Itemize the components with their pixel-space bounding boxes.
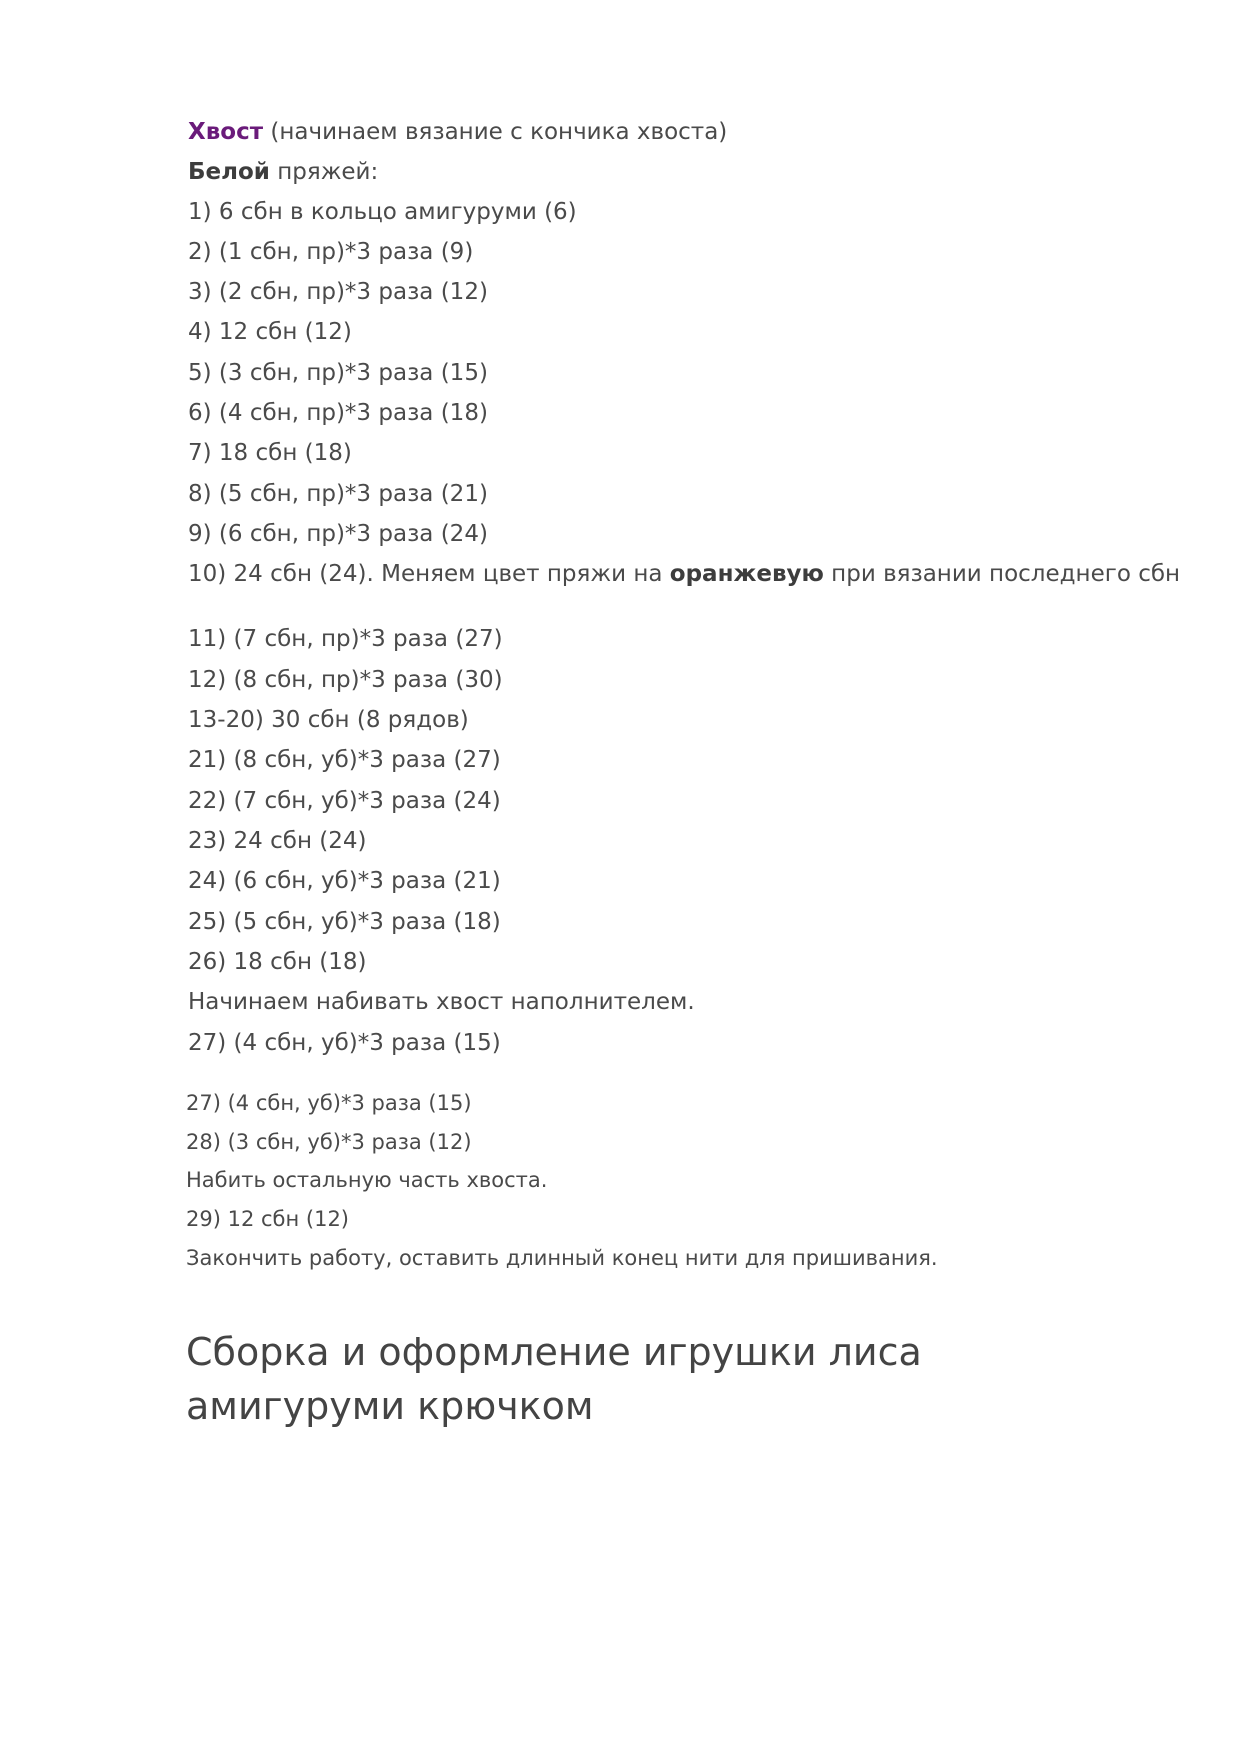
pattern-note: Начинаем набивать хвост наполнителем. [188,989,695,1015]
yarn-color-line [188,157,378,187]
row10-text: 10) 24 сбн (24). Меняем цвет пряжи на [188,561,670,587]
pattern-row: 24) (6 сбн, уб)*3 раза (21) [188,868,501,894]
pattern-row: 9) (6 сбн, пр)*3 раза (24) [188,521,488,547]
row10-color: оранжевую [669,561,824,587]
pattern-row: 28) (3 сбн, уб)*3 раза (12) [186,1130,472,1154]
pattern-row: 26) 18 сбн (18) [188,949,367,975]
pattern-row: 29) 12 сбн (12) [186,1207,349,1231]
tail-title-note: (начинаем вязание с кончика хвоста) [263,119,728,145]
tail-title-line [188,117,727,147]
pattern-row: 12) (8 сбн, пр)*3 раза (30) [188,667,503,693]
yarn-color-word: Белой [188,159,270,185]
pattern-row: 2) (1 сбн, пр)*3 раза (9) [188,239,474,265]
row10-text-end: при вязании последнего сбн [823,561,1181,587]
pattern-row: 21) (8 сбн, уб)*3 раза (27) [188,747,501,773]
pattern-row: 11) (7 сбн, пр)*3 раза (27) [188,626,503,652]
pattern-row: 27) (4 сбн, уб)*3 раза (15) [186,1091,472,1115]
pattern-row-10 [188,559,1180,589]
pattern-note: Набить остальную часть хвоста. [186,1168,548,1192]
tail-title: Хвост [188,119,264,145]
pattern-row: 7) 18 сбн (18) [188,440,352,466]
yarn-color-rest: пряжей: [269,159,379,185]
pattern-row: 8) (5 сбн, пр)*3 раза (21) [188,481,488,507]
pattern-row: 4) 12 сбн (12) [188,319,352,345]
pattern-row: 22) (7 сбн, уб)*3 раза (24) [188,788,501,814]
pattern-row: 1) 6 сбн в кольцо амигуруми (6) [188,199,577,225]
pattern-row: 5) (3 сбн, пр)*3 раза (15) [188,360,488,386]
pattern-row: 27) (4 сбн, уб)*3 раза (15) [188,1030,501,1056]
pattern-note: Закончить работу, оставить длинный конец нити для пришивания. [186,1246,938,1270]
pattern-row: 13-20) 30 сбн (8 рядов) [188,707,469,733]
pattern-row: 3) (2 сбн, пр)*3 раза (12) [188,279,488,305]
pattern-row: 6) (4 сбн, пр)*3 раза (18) [188,400,488,426]
pattern-row: 23) 24 сбн (24) [188,828,367,854]
section-heading: Сборка и оформление игрушки лиса амигуруми крючком [186,1330,922,1428]
pattern-row: 25) (5 сбн, уб)*3 раза (18) [188,909,501,935]
